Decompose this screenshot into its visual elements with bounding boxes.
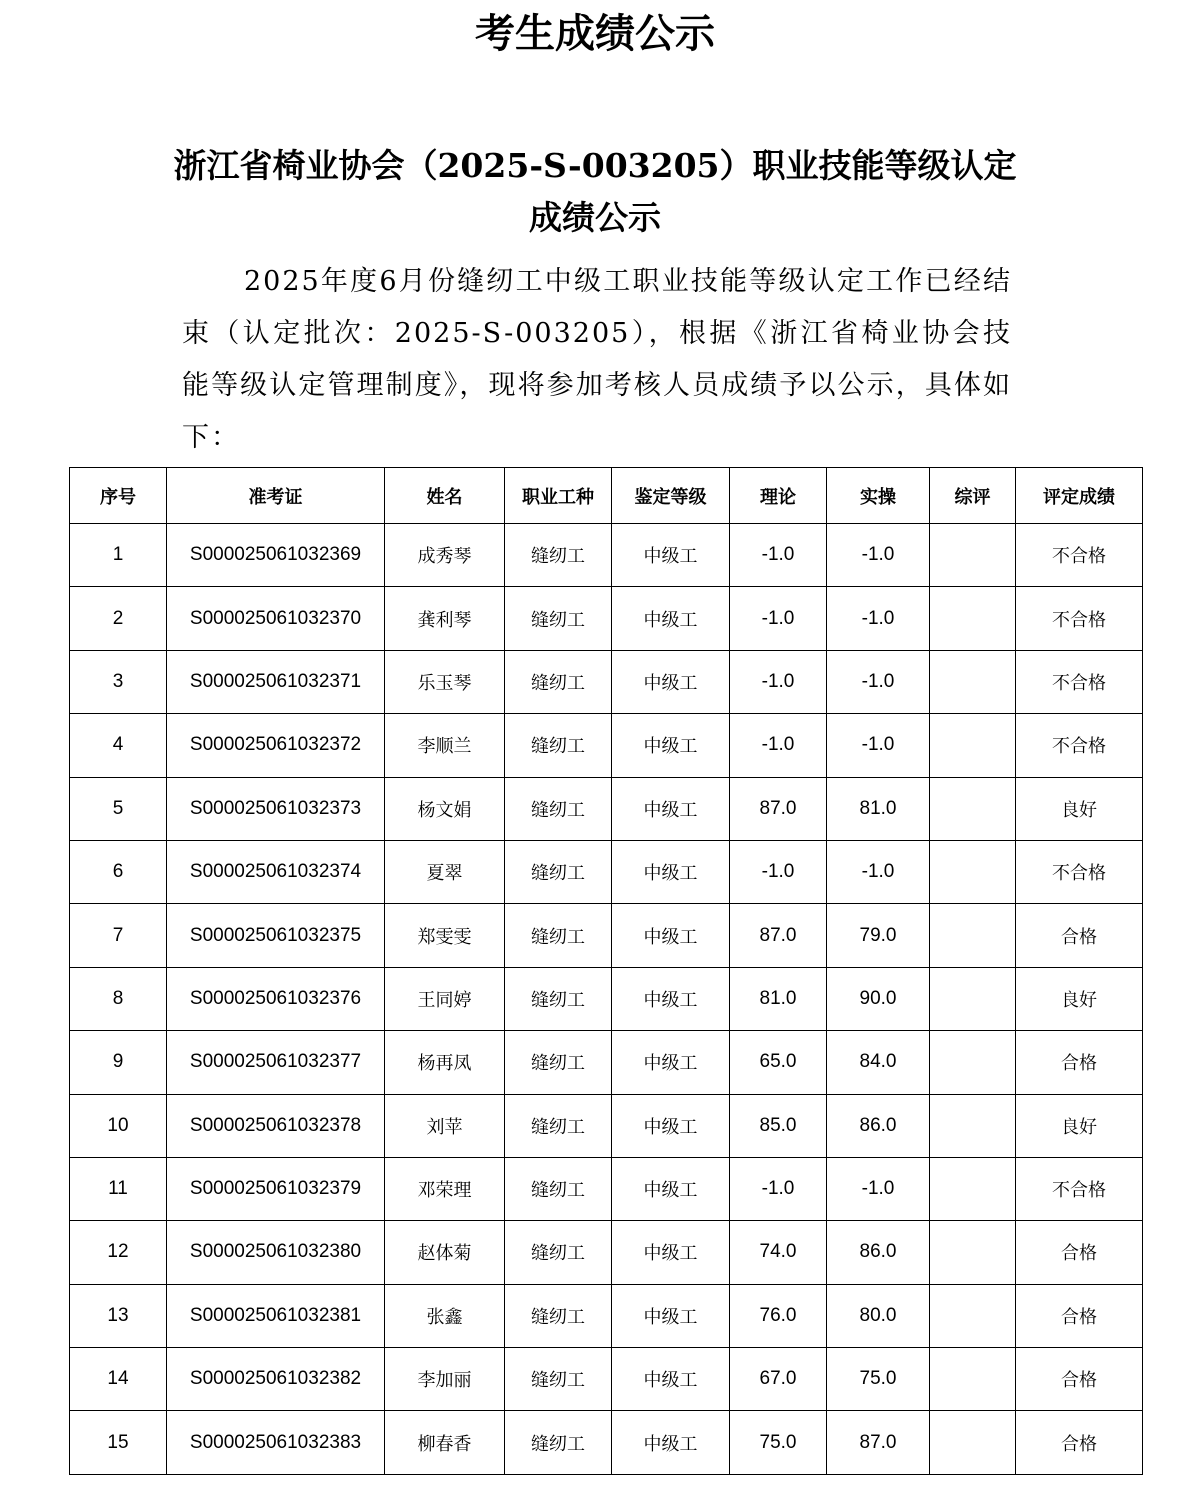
cell-level: 中级工 (612, 1348, 730, 1411)
cell-name: 杨文娟 (385, 777, 505, 840)
page-title: 考生成绩公示 (475, 10, 715, 57)
cell-no: 6 (70, 840, 167, 903)
cell-level: 中级工 (612, 1284, 730, 1347)
cell-practice: -1.0 (827, 1157, 930, 1220)
cell-overall (930, 1348, 1016, 1411)
cell-level: 中级工 (612, 967, 730, 1030)
cell-exam-id: S000025061032369 (167, 524, 385, 587)
cell-practice: 80.0 (827, 1284, 930, 1347)
cell-level: 中级工 (612, 1031, 730, 1094)
cell-name: 邓荣理 (385, 1157, 505, 1220)
table-row (70, 840, 1143, 903)
table-body (70, 524, 1143, 1475)
table-row (70, 1157, 1143, 1220)
cell-practice: 86.0 (827, 1094, 930, 1157)
document-heading-line-2: 成绩公示 (529, 198, 661, 237)
cell-job: 缝纫工 (505, 714, 612, 777)
cell-result: 良好 (1016, 1094, 1143, 1157)
cell-exam-id: S000025061032373 (167, 777, 385, 840)
cell-exam-id: S000025061032377 (167, 1031, 385, 1094)
cell-exam-id: S000025061032379 (167, 1157, 385, 1220)
cell-result: 不合格 (1016, 587, 1143, 650)
header-exam-id: 准考证 (167, 468, 385, 524)
cell-job: 缝纫工 (505, 1031, 612, 1094)
cell-no: 9 (70, 1031, 167, 1094)
cell-theory: -1.0 (730, 587, 827, 650)
cell-level: 中级工 (612, 904, 730, 967)
cell-no: 12 (70, 1221, 167, 1284)
table-row (70, 714, 1143, 777)
cell-exam-id: S000025061032380 (167, 1221, 385, 1284)
cell-name: 张鑫 (385, 1284, 505, 1347)
cell-exam-id: S000025061032383 (167, 1411, 385, 1474)
cell-result: 合格 (1016, 1031, 1143, 1094)
cell-exam-id: S000025061032371 (167, 650, 385, 713)
cell-level: 中级工 (612, 587, 730, 650)
cell-name: 乐玉琴 (385, 650, 505, 713)
cell-no: 1 (70, 524, 167, 587)
cell-name: 龚利琴 (385, 587, 505, 650)
cell-job: 缝纫工 (505, 524, 612, 587)
header-theory: 理论 (730, 468, 827, 524)
cell-practice: 84.0 (827, 1031, 930, 1094)
cell-level: 中级工 (612, 840, 730, 903)
cell-no: 4 (70, 714, 167, 777)
cell-name: 李顺兰 (385, 714, 505, 777)
cell-no: 3 (70, 650, 167, 713)
cell-level: 中级工 (612, 524, 730, 587)
cell-theory: 74.0 (730, 1221, 827, 1284)
score-table (69, 467, 1143, 1475)
table-row (70, 1031, 1143, 1094)
cell-result: 合格 (1016, 904, 1143, 967)
cell-theory: 75.0 (730, 1411, 827, 1474)
cell-no: 8 (70, 967, 167, 1030)
cell-job: 缝纫工 (505, 650, 612, 713)
cell-practice: 81.0 (827, 777, 930, 840)
cell-overall (930, 840, 1016, 903)
cell-practice: -1.0 (827, 714, 930, 777)
cell-no: 14 (70, 1348, 167, 1411)
cell-name: 赵体菊 (385, 1221, 505, 1284)
cell-no: 11 (70, 1157, 167, 1220)
cell-job: 缝纫工 (505, 777, 612, 840)
cell-no: 2 (70, 587, 167, 650)
table-row (70, 904, 1143, 967)
cell-result: 良好 (1016, 967, 1143, 1030)
cell-result: 良好 (1016, 777, 1143, 840)
cell-practice: 86.0 (827, 1221, 930, 1284)
cell-exam-id: S000025061032372 (167, 714, 385, 777)
header-result: 评定成绩 (1016, 468, 1143, 524)
table-header-row (70, 468, 1143, 524)
cell-name: 柳春香 (385, 1411, 505, 1474)
cell-theory: 87.0 (730, 904, 827, 967)
cell-name: 夏翠 (385, 840, 505, 903)
header-practice: 实操 (827, 468, 930, 524)
document-heading (150, 140, 1040, 244)
cell-overall (930, 524, 1016, 587)
cell-job: 缝纫工 (505, 840, 612, 903)
cell-level: 中级工 (612, 777, 730, 840)
header-job: 职业工种 (505, 468, 612, 524)
cell-theory: 76.0 (730, 1284, 827, 1347)
cell-exam-id: S000025061032376 (167, 967, 385, 1030)
intro-paragraph: 2025年度6月份缝纫工中级工职业技能等级认定工作已经结束（认定批次：2025-S-003205），根据《浙江省椅业协会技能等级认定管理制度》，现将参加考核人员成绩予以公示，具体如下： (182, 266, 1012, 453)
cell-theory: -1.0 (730, 840, 827, 903)
cell-overall (930, 967, 1016, 1030)
cell-job: 缝纫工 (505, 1094, 612, 1157)
cell-theory: 65.0 (730, 1031, 827, 1094)
table-row (70, 587, 1143, 650)
table-row (70, 1284, 1143, 1347)
cell-name: 杨再凤 (385, 1031, 505, 1094)
table-row (70, 1348, 1143, 1411)
cell-overall (930, 1031, 1016, 1094)
cell-theory: 85.0 (730, 1094, 827, 1157)
cell-result: 不合格 (1016, 524, 1143, 587)
cell-level: 中级工 (612, 1221, 730, 1284)
cell-no: 13 (70, 1284, 167, 1347)
cell-practice: 79.0 (827, 904, 930, 967)
cell-practice: 90.0 (827, 967, 930, 1030)
cell-no: 5 (70, 777, 167, 840)
cell-no: 7 (70, 904, 167, 967)
cell-overall (930, 650, 1016, 713)
cell-result: 合格 (1016, 1221, 1143, 1284)
cell-name: 郑雯雯 (385, 904, 505, 967)
cell-result: 不合格 (1016, 714, 1143, 777)
header-no: 序号 (70, 468, 167, 524)
cell-job: 缝纫工 (505, 587, 612, 650)
cell-theory: 87.0 (730, 777, 827, 840)
cell-no: 15 (70, 1411, 167, 1474)
table-row (70, 777, 1143, 840)
cell-overall (930, 1411, 1016, 1474)
cell-job: 缝纫工 (505, 967, 612, 1030)
cell-theory: 81.0 (730, 967, 827, 1030)
cell-practice: -1.0 (827, 840, 930, 903)
cell-level: 中级工 (612, 714, 730, 777)
cell-overall (930, 714, 1016, 777)
cell-name: 王同婷 (385, 967, 505, 1030)
cell-name: 成秀琴 (385, 524, 505, 587)
cell-job: 缝纫工 (505, 904, 612, 967)
cell-job: 缝纫工 (505, 1221, 612, 1284)
cell-overall (930, 777, 1016, 840)
table-row (70, 967, 1143, 1030)
cell-exam-id: S000025061032382 (167, 1348, 385, 1411)
document-heading-line-1: 浙江省椅业协会（2025-S-003205）职业技能等级认定 (173, 146, 1017, 185)
table-row (70, 1094, 1143, 1157)
cell-exam-id: S000025061032381 (167, 1284, 385, 1347)
header-overall: 综评 (930, 468, 1016, 524)
cell-job: 缝纫工 (505, 1284, 612, 1347)
cell-theory: -1.0 (730, 714, 827, 777)
table-row (70, 1221, 1143, 1284)
cell-practice: -1.0 (827, 587, 930, 650)
cell-level: 中级工 (612, 1157, 730, 1220)
cell-theory: -1.0 (730, 650, 827, 713)
cell-overall (930, 904, 1016, 967)
cell-practice: 75.0 (827, 1348, 930, 1411)
cell-overall (930, 587, 1016, 650)
cell-practice: 87.0 (827, 1411, 930, 1474)
table-row (70, 650, 1143, 713)
cell-name: 李加丽 (385, 1348, 505, 1411)
cell-result: 不合格 (1016, 650, 1143, 713)
cell-overall (930, 1094, 1016, 1157)
cell-no: 10 (70, 1094, 167, 1157)
cell-theory: -1.0 (730, 1157, 827, 1220)
cell-name: 刘苹 (385, 1094, 505, 1157)
cell-level: 中级工 (612, 1094, 730, 1157)
cell-theory: -1.0 (730, 524, 827, 587)
cell-result: 不合格 (1016, 840, 1143, 903)
cell-job: 缝纫工 (505, 1348, 612, 1411)
table-row (70, 524, 1143, 587)
header-level: 鉴定等级 (612, 468, 730, 524)
cell-practice: -1.0 (827, 650, 930, 713)
cell-theory: 67.0 (730, 1348, 827, 1411)
cell-result: 合格 (1016, 1284, 1143, 1347)
cell-overall (930, 1157, 1016, 1220)
cell-overall (930, 1221, 1016, 1284)
cell-job: 缝纫工 (505, 1157, 612, 1220)
cell-overall (930, 1284, 1016, 1347)
cell-result: 合格 (1016, 1411, 1143, 1474)
header-name: 姓名 (385, 468, 505, 524)
cell-exam-id: S000025061032375 (167, 904, 385, 967)
table-row (70, 1411, 1143, 1474)
cell-exam-id: S000025061032374 (167, 840, 385, 903)
cell-result: 不合格 (1016, 1157, 1143, 1220)
cell-exam-id: S000025061032378 (167, 1094, 385, 1157)
cell-result: 合格 (1016, 1348, 1143, 1411)
cell-level: 中级工 (612, 650, 730, 713)
cell-level: 中级工 (612, 1411, 730, 1474)
cell-practice: -1.0 (827, 524, 930, 587)
cell-job: 缝纫工 (505, 1411, 612, 1474)
cell-exam-id: S000025061032370 (167, 587, 385, 650)
